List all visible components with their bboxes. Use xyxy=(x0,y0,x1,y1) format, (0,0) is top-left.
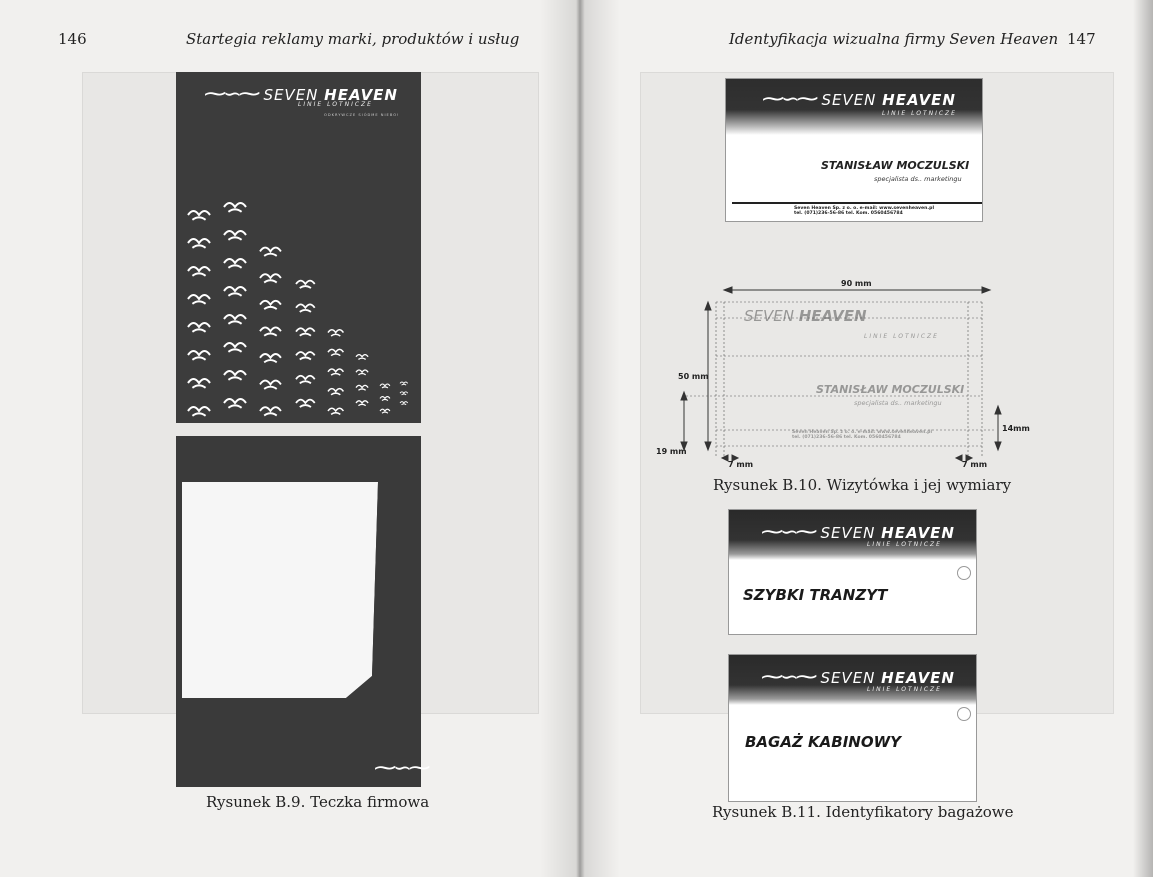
bird-logo-icon: ⁓∽⁓ xyxy=(761,520,815,545)
bird-icon xyxy=(400,392,408,395)
bird-icon xyxy=(260,248,281,256)
business-card-figure xyxy=(725,78,983,222)
bird-logo-icon: ⁓∽⁓ xyxy=(761,665,815,690)
bird-icon xyxy=(356,355,368,360)
folder-cover-figure xyxy=(176,72,421,423)
bird-icon xyxy=(296,304,315,311)
dim-bottom-strip: 14mm xyxy=(1002,424,1030,433)
luggage-tag-cabin xyxy=(728,654,977,802)
bird-icon xyxy=(224,371,246,380)
bird-icon xyxy=(188,351,210,360)
bird-icon xyxy=(296,281,315,288)
ghost-role: specjalista ds.. marketingu xyxy=(854,399,942,407)
bird-icon xyxy=(224,203,246,212)
running-head: Identyfikacja wizualna firmy Seven Heaven xyxy=(729,30,1059,48)
bird-icon xyxy=(188,379,210,388)
book-gutter xyxy=(540,0,620,877)
dim-band-height: 19 mm xyxy=(656,447,687,456)
bird-icon xyxy=(260,301,281,309)
contact-info: Seven Heaven Sp. z o. o. e-mail: www.sevenheaven.pl tel. (071)236-56-86 tel. Kom. 0560456784 xyxy=(794,206,935,216)
bird-icon xyxy=(400,402,408,405)
bird-icon xyxy=(328,330,343,336)
tag-label: BAGAŻ KABINOWY xyxy=(745,733,902,751)
bird-icon xyxy=(224,259,246,268)
page-number: 147 xyxy=(1067,30,1096,48)
bird-icon xyxy=(328,369,343,375)
bird-icon xyxy=(296,352,315,359)
bird-icon xyxy=(188,323,210,332)
bird-icon xyxy=(328,408,343,414)
dim-margin-right: 7 mm xyxy=(962,460,988,469)
bird-icon xyxy=(188,267,210,276)
bird-pattern-graphic xyxy=(176,182,421,423)
brand-name: SEVEN HEAVEN xyxy=(821,90,956,109)
person-name: STANISŁAW MOCZULSKI xyxy=(821,159,970,172)
bird-icon xyxy=(380,397,390,401)
brand-name: SEVEN HEAVEN xyxy=(820,523,955,542)
person-role: specjalista ds.. marketingu xyxy=(874,175,962,183)
figure-caption-tags: Rysunek B.11. Identyfikatory bagażowe xyxy=(712,803,1014,821)
bird-icon xyxy=(328,349,343,355)
bird-icon xyxy=(224,399,246,408)
bird-icon xyxy=(188,295,210,304)
brand-tagline: ODKRYWCZE SIÓDME NIEBO! xyxy=(324,113,400,117)
folder-pocket-graphic xyxy=(176,436,421,787)
ghost-contact: Seven Heaven Sp. z o. o. e-mail: www.sevenheaven.pl tel. (071)236-56-86 tel. Kom. 0560456784 xyxy=(792,430,933,440)
bird-icon xyxy=(260,327,281,335)
tag-hole xyxy=(957,707,971,721)
bird-logo-icon: ⁓∽⁓ xyxy=(374,756,428,781)
tag-label: SZYBKI TRANZYT xyxy=(743,586,888,604)
bird-icon xyxy=(356,401,368,406)
bird-icon xyxy=(260,354,281,362)
running-head: Startegia reklamy marki, produktów i usług xyxy=(186,30,520,48)
bird-icon xyxy=(224,287,246,296)
bird-logo-icon: ⁓∽⁓ xyxy=(204,82,258,107)
page-edge-shadow xyxy=(1133,0,1153,877)
bird-icon xyxy=(328,389,343,395)
bird-icon xyxy=(260,407,281,415)
ghost-name: STANISŁAW MOCZULSKI xyxy=(816,383,965,396)
bird-icon xyxy=(296,328,315,335)
dim-margin-left: 7 mm xyxy=(728,460,754,469)
bird-icon xyxy=(188,239,210,248)
folder-inside-figure xyxy=(176,436,428,787)
bird-icon xyxy=(356,385,368,390)
figure-caption: Rysunek B.9. Teczka firmowa xyxy=(206,793,430,811)
left-page xyxy=(0,0,576,877)
dim-height: 50 mm xyxy=(678,372,709,381)
bird-icon xyxy=(296,376,315,383)
brand-subtitle: LINIE LOTNICZE xyxy=(298,101,373,108)
bird-icon xyxy=(260,274,281,282)
bird-icon xyxy=(188,211,210,220)
bird-icon xyxy=(400,382,408,385)
bird-icon xyxy=(380,384,390,388)
brand-subtitle: LINIE LOTNICZE xyxy=(867,541,942,548)
brand-subtitle: LINIE LOTNICZE xyxy=(867,686,942,693)
brand-subtitle: LINIE LOTNICZE xyxy=(882,110,957,117)
bird-icon xyxy=(380,409,390,413)
luggage-tag-transit xyxy=(728,509,977,635)
brand-logo xyxy=(762,87,956,112)
bird-icon xyxy=(224,315,246,324)
brand-name: SEVEN HEAVEN xyxy=(820,668,955,687)
bird-icon xyxy=(296,400,315,407)
ghost-brand-name: SEVEN HEAVEN xyxy=(744,307,867,325)
bird-logo-icon: ⁓∽⁓ xyxy=(762,87,816,112)
bird-icon xyxy=(260,381,281,389)
tag-hole xyxy=(957,566,971,580)
ghost-subtitle: LINIE LOTNICZE xyxy=(864,333,939,340)
brand-name: SEVEN HEAVEN xyxy=(263,85,398,104)
bird-icon xyxy=(224,231,246,240)
bird-icon xyxy=(224,343,246,352)
ghost-card xyxy=(716,303,982,458)
bird-icon xyxy=(356,370,368,375)
page-number: 146 xyxy=(58,30,87,48)
folder-bird-logo xyxy=(374,756,433,781)
figure-caption-card: Rysunek B.10. Wizytówka i jej wymiary xyxy=(713,476,1012,494)
right-page xyxy=(576,0,1153,877)
card-rule xyxy=(732,202,982,204)
dim-width: 90 mm xyxy=(841,279,872,288)
bird-icon xyxy=(188,407,210,416)
